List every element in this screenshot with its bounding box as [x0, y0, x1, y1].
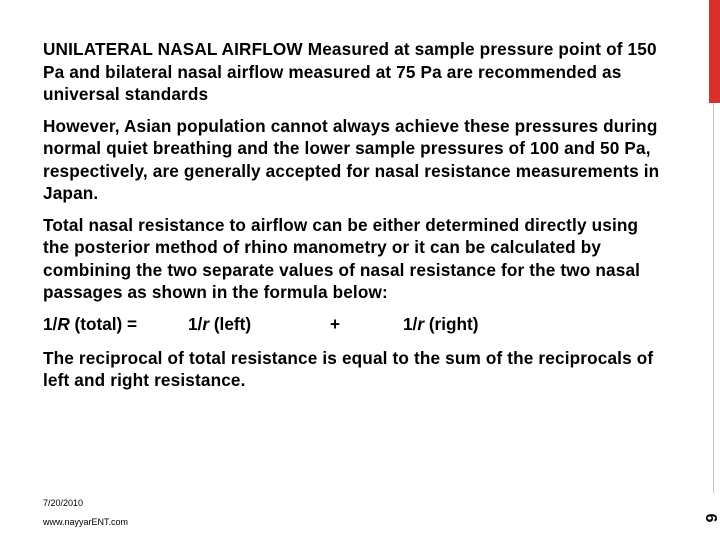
formula-total-var: R: [57, 313, 70, 334]
formula-right-prefix: 1/: [403, 313, 418, 334]
paragraph-reciprocal: The reciprocal of total resistance is equal to the sum of the reciprocals of left and right resistance.: [43, 347, 654, 390]
formula-plus: +: [330, 313, 341, 334]
footer-url: www.nayyarENT.com: [43, 517, 129, 527]
formula-right: [403, 313, 478, 336]
formula-left-suffix: (left): [209, 313, 252, 334]
formula-total-suffix: (total) =: [69, 313, 138, 334]
paragraph-asian-population: However, Asian population cannot always achieve these pressures during normal quiet breathing and the lower sample pressures of 100 and 50 Pa, respectively, are generally accepted for nasal resistance measurements in Japan.: [43, 115, 660, 203]
formula-left: [188, 313, 251, 336]
footer-date: 7/20/2010: [43, 498, 84, 508]
resistance-formula: [43, 313, 663, 337]
formula-left-var: r: [202, 313, 210, 334]
paragraph-lead: UNILATERAL NASAL AIRFLOW: [43, 39, 303, 59]
accent-bar: [709, 0, 720, 103]
side-divider: [713, 103, 714, 493]
slide-body: [43, 38, 663, 401]
paragraph-unilateral-airflow: [43, 38, 663, 106]
paragraph-total-resistance: Total nasal resistance to airflow can be either determined directly using the posterior method of rhino manometry or it can be calculated by combining the two separate values of nasal resistance for the two nasal passages as shown in the formula below:: [43, 214, 641, 302]
formula-right-suffix: (right): [424, 313, 479, 334]
paragraph-rest: Measured at sample pressure point of 150 Pa and bilateral nasal airflow measured at 75 Pa are recommended as universal standards: [43, 39, 657, 104]
formula-total: [43, 313, 137, 336]
formula-left-prefix: 1/: [188, 313, 203, 334]
slide-number: 6: [702, 513, 719, 523]
formula-right-var: r: [417, 313, 425, 334]
formula-total-prefix: 1/: [43, 313, 58, 334]
